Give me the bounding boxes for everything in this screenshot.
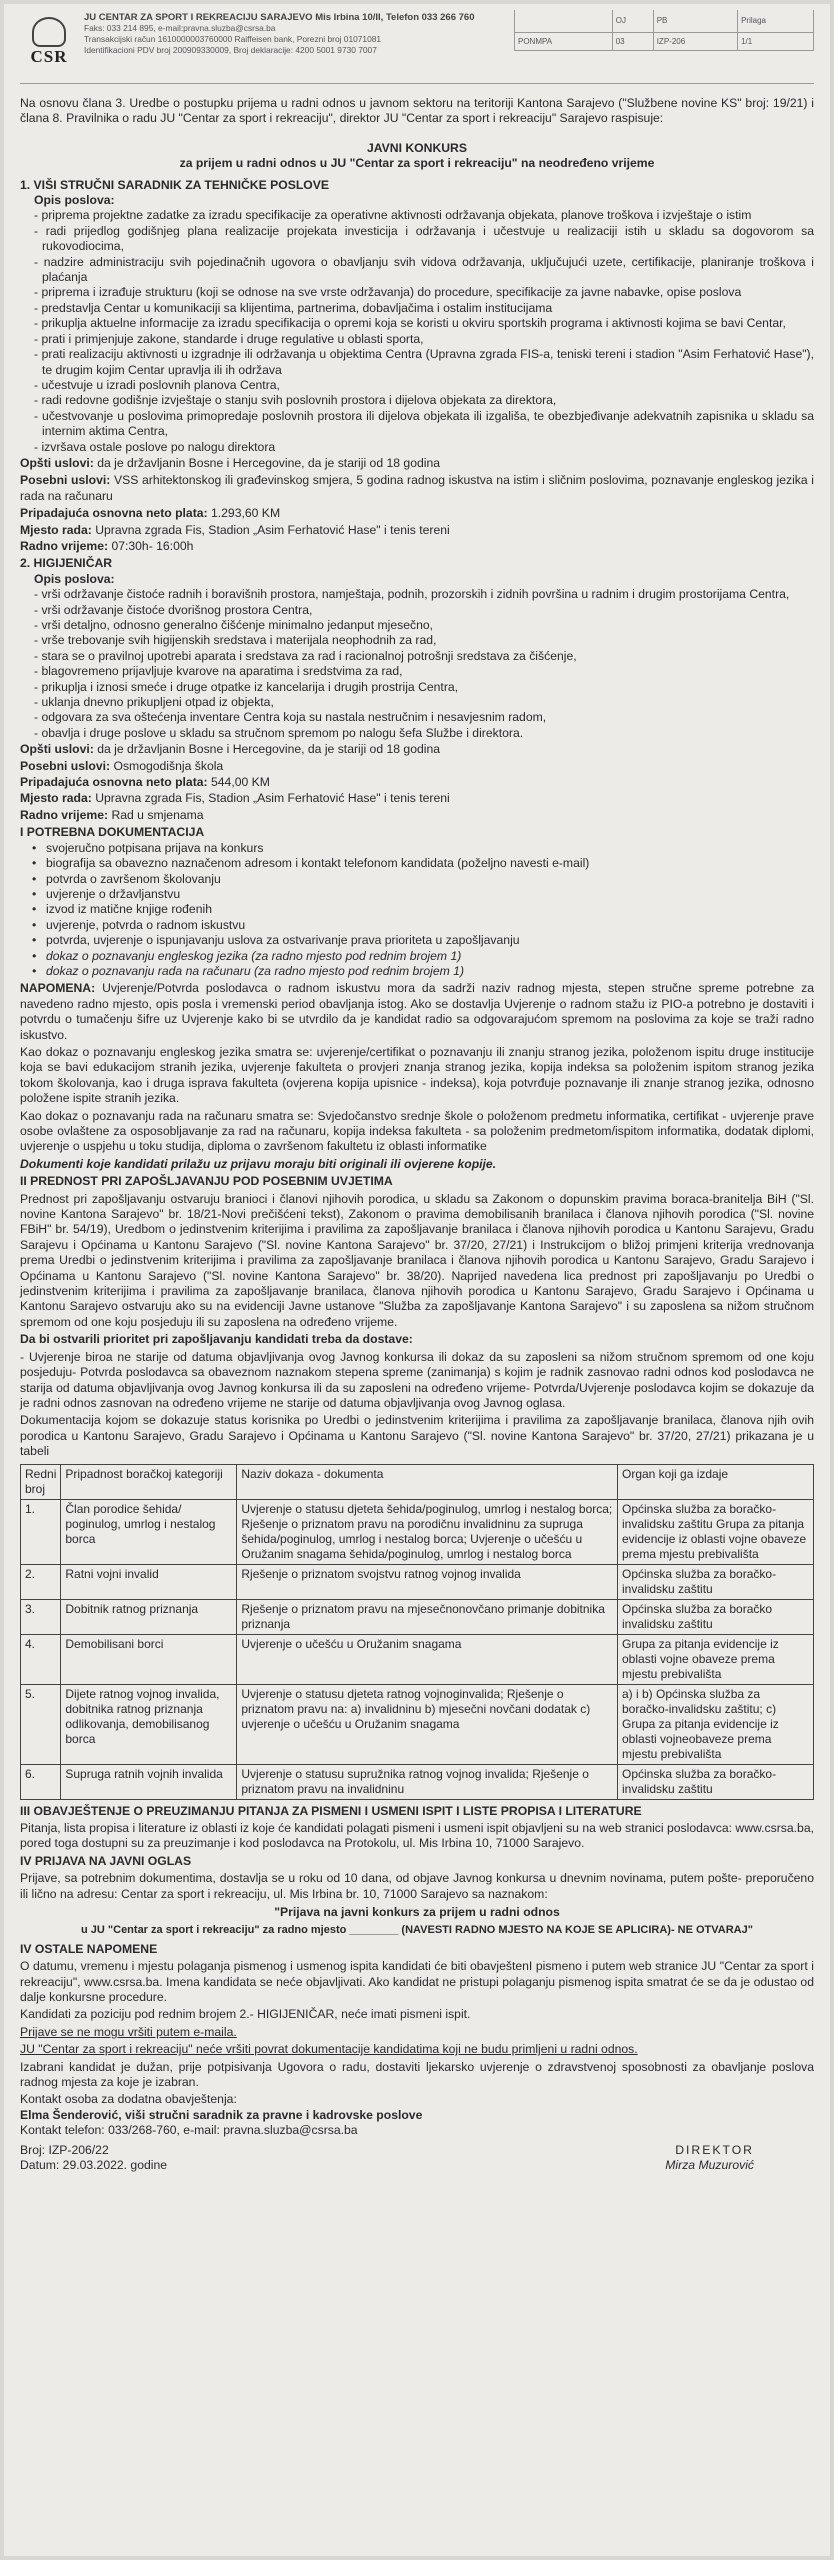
duty-item: - učestvovanje u poslovima primopredaje poslovnih prostora ili dijelova objekata ili izgališa, te obezbjeđivanje adekvatnih zapisnika u skladu sa internim aktima Centra, <box>34 408 814 439</box>
document-title: JAVNI KONKURS <box>367 140 467 155</box>
notes-text: JU "Centar za sport i rekreaciju" neće vršiti povrat dokumentacije kandidatima koji ne budu primljeni u radni odnos. <box>20 2042 638 2057</box>
column-header: Naziv dokaza - dokumenta <box>237 1464 618 1499</box>
duty-item: - prikuplja aktuelne informacije za izradu specifikacija o opremi koja se koristi u okviru sportskih programa i aktivnosti kojima se bavi Centar, <box>34 316 786 331</box>
duty-item: - radi prijedlog godišnjeg plana realizacije projekata investicija i održavanja i učestvuje u realizaciji istih u skladu sa dogovorom sa rukovodiocima, <box>34 223 814 254</box>
duty-item: - priprema i izrađuje strukturu (koji se odnose na sve vrste održavanja) do procedure, specifikacije za javne nabavke, opise poslova <box>34 285 742 300</box>
org-line: JU CENTAR ZA SPORT I REKREACIJU SARAJEVO Mis Irbina 10/II, Telefon 033 266 760 <box>84 12 475 23</box>
table-cell: 6. <box>21 1764 61 1799</box>
registry-cell: PONMPA <box>515 32 613 50</box>
duty-item: - izvršava ostale poslove po nalogu direktora <box>34 439 276 454</box>
field-label: Radno vrijeme: <box>20 538 109 553</box>
signature-block <box>20 2143 814 2174</box>
table-cell: Uvjerenje o statusu supružnika ratnog vojnog invalida; Rješenje o priznatom pravu na invalidninu <box>237 1764 618 1799</box>
table-cell: Ratni vojni invalid <box>61 1564 237 1599</box>
table-cell: 2. <box>21 1564 61 1599</box>
notes-text: Kandidati za poziciju pod rednim brojem 2.- HIGIJENIČAR, neće imati pismeni ispit. <box>20 2007 471 2022</box>
organization-info <box>78 10 514 58</box>
duty-item: - vrši održavanje čistoće radnih i boravišnih prostora, namještaja, podnih, prozorskih i zidnih površina u radnim i drugim prostorijama Centra, <box>34 587 790 602</box>
table-cell: Dobitnik ratnog priznanja <box>61 1599 237 1634</box>
registry-box <box>514 10 814 51</box>
document-item: • dokaz o poznavanju engleskog jezika (za radno mjesto pod rednim brojem 1) <box>20 949 814 964</box>
registry-cell: IZP-206 <box>653 32 737 50</box>
registry-cell: OJ <box>612 10 653 32</box>
table-row <box>21 1564 814 1599</box>
table-cell: a) i b) Općinska služba za boračko-invalidsku zaštitu; c) Grupa za pitanja evidencije iz oblasti vojneobaveze prema mjestu prebivališta <box>618 1684 814 1764</box>
column-header: Pripadnost boračkoj kategoriji <box>61 1464 237 1499</box>
duties-label: Opis poslova: <box>34 193 115 208</box>
contact-label: Kontakt osoba za dodatna obavještenja: <box>20 2092 237 2107</box>
notes-text: Izabrani kandidat je dužan, prije potpisivanja Ugovora o radu, dostaviti ljekarsko uvjerenje o zdravstvenoj sposobnosti za obavljanje poslova radnog mjesta za koje je izabran. <box>20 2059 814 2090</box>
table-cell: Uvjerenje o statusu djeteta šehida/poginulog, umrlog i nestalog borca; Rješenje o priznatom pravu na porodičnu invalidninu za supruga šehida/poginulog, umrlog i nestalog borca; Uvjerenje o učešću u Oružanim snagama šehida/poginulog, umrlog i nestalog borca <box>237 1499 618 1564</box>
application-text: Prijave, sa potrebnim dokumentima, dostavlja se u roku od 10 dana, od objave Javnog konkursa u dnevnim novinama, putem pošte- preporučeno ili lično na adresu: Centar za sport i rekreaciju, ul. Mis Irbina br. 10, 71000 Sarajevo sa naznakom: <box>20 1871 814 1901</box>
table-cell: Supruga ratnih vojnih invalida <box>61 1764 237 1799</box>
section-heading: II PREDNOST PRI ZAPOŠLJAVANJU POD POSEBNIM UVJETIMA <box>20 1174 393 1189</box>
duty-item: - prati realizaciju aktivnosti u izgradnje ili održavanja u objektima Centra (Upravna zgrada FIS-a, teniski tereni i stadion "Asim Ferhatović Hase"), te drugim kojim Centar upravlja ili ih održava <box>34 347 814 377</box>
field-value: 1.293,60 KM <box>210 506 281 521</box>
duty-item: - vrši detaljno, odnosno generalno čišćenje minimalno jedanput mjesečno, <box>34 618 434 632</box>
document-subtitle: za prijem u radni odnos u JU "Centar za sport i rekreaciju" na neodređeno vrijeme <box>179 156 655 171</box>
envelope-line: u JU "Centar za sport i rekreaciju" za radno mjesto ________ (NAVESTI RADNO MJESTO NA KOJE SE APLICIRA)- NE OTVARAJ" <box>81 1924 753 1937</box>
logo <box>20 10 78 72</box>
field-label: Pripadajuća osnovna neto plata: <box>20 506 208 521</box>
application-section <box>20 1854 814 1939</box>
table-cell: Rješenje o priznatom svojstvu ratnog vojnog invalida <box>237 1564 618 1599</box>
priority-section <box>20 1174 814 1799</box>
table-cell: 1. <box>21 1499 61 1564</box>
field-value: Upravna zgrada Fis, Stadion „Asim Ferhatović Hase" i tenis tereni <box>95 522 450 537</box>
notes-text: Prijave se ne mogu vršiti putem e-maila. <box>20 2024 237 2039</box>
duty-item: - učestvuje u izradi poslovnih planova Centra, <box>34 377 280 392</box>
table-cell: 3. <box>21 1599 61 1634</box>
position-heading: 1. VIŠI STRUČNI SARADNIK ZA TEHNIČKE POSLOVE <box>20 177 330 192</box>
table-cell: 4. <box>21 1634 61 1684</box>
priority-paragraph: Prednost pri zapošljavanju ostvaruju branioci i članovi njihovih porodica, u skladu sa Zakonom o dopunskim pravima boraca-branitelja BiH ("Sl. novine Kantona Sarajevo" br. 18/21-Novi prečišćeni tekst), Zakonom o pravima demobilisanih branilaca i članova njihovih porodica ("Sl. novine FBiH" br. 54/19), Uredbom o jedinstvenim kriterijima i pravilima za zapošljavanje branilaca i članova njihovih porodica u Kantonu Sarajevu, Gradu Sarajevu i Općinama u Kantonu Sarajevo ("Sl. novine Kantona Sarajevo" br. 37/20, 27/21) i Instrukcijom o bližoj primjeni kriterija vrednovanja prema Uredbi o jedinstvenim kriterijima i pravilima za zapošljavanje branilaca i članova njihovih porodica u Kantonu Sarajevo, Gradu Sarajevo i Općinama u Kantonu Sarajevo ("Sl. novine Kantona Sarajevo" br. 38/20). Naprijed navedena lica prednost pri zapošljavanju po Uredbi o jedinstvenim kriterijima i pravilima za zapošljavanje branilaca, članova njihovih porodica u Kantonu Sarajevo, Gradu Sarajevo i Općinama u Kantonu Sarajevo ostvaruju ako su na evidenciji Javne ustanove "Služba za zapošljavanje Kantona Sarajevo" i su zaposlena sa nižom stručnom spremom od one koju posjeduju ili su zaposlena na određeno vrijeme. <box>20 1191 814 1329</box>
priority-lead: Da bi ostvarili prioritet pri zapošljavanju kandidati treba da dostave: <box>20 1332 413 1347</box>
duty-item: - odgovara za sva oštećenja inventare Centra koja su nastala nestručnim i nesavjesnim radom, <box>34 710 547 725</box>
logo-emblem-icon <box>32 17 66 47</box>
duty-item: - predstavlja Centar u komunikaciji sa klijentima, partnerima, dobavljačima i ostalim institucijama <box>34 300 553 315</box>
priority-paragraph: Dokumentacija kojom se dokazuje status korisnika po Uredbi o jedinstvenim kriterijima i pravilima za zapošljavanje branilaca, članova njih ovih porodica u Kantonu Sarajevo, Gradu Sarajevo i Općinama u Kantonu Sarajevo ("Sl. novine Kantona Sarajevo" br. 37/20, 27/21) prikazana je u tabeli <box>20 1413 814 1459</box>
document-item: • uvjerenje o državljanstvu <box>20 887 814 902</box>
document-item: • izvod iz matične knjige rođenih <box>20 902 814 917</box>
table-cell: 5. <box>21 1684 61 1764</box>
field-label: Pripadajuća osnovna neto plata: <box>20 775 208 790</box>
position-2 <box>20 556 814 823</box>
special-conditions <box>20 759 814 774</box>
contact-phone: Kontakt telefon: 033/268-760, e-mail: pravna.sluzba@csrsa.ba <box>20 2123 358 2138</box>
director-name: Mirza Muzurović <box>665 2158 754 2173</box>
working-hours <box>20 539 814 554</box>
field-label: Posebni uslovi: <box>20 758 111 773</box>
field-label: Opšti uslovi: <box>20 455 94 470</box>
note-text: Uvjerenje/Potvrda poslodavca o radnom iskustvu mora da sadrži naziv radnog mjesta, stepen stručne spreme potrebne za navedeno radno mjesto, opis posla i vremenski period obavljanja istog. Ako se dostavlja Uvjerenje o radnom stažu iz PIO-a potrebno je dostaviti i potvrdu o tumačenju šifre uz Uvjerenje kako bi se utvrdilo da je kandidat radio sa odgovarajućom spremom na poslovima za koje se traži radno iskustvo. <box>20 981 814 1042</box>
table-row <box>21 1634 814 1684</box>
note-paragraph: Kao dokaz o poznavanju rada na računaru smatra se: Svjedočanstvo srednje škole o položenom predmetu informatika, certifikat - uvjerenje prave osobe ovlaštene za osposobljavanje za rad na računaru, kopija indeksa fakulteta - sa položenim predmetom/ispitom informatika, dodatak diplomi, uvjerenje o uspjehu u toku studija, diploma o završenom fakultetu iz oblasti informatike <box>20 1108 814 1154</box>
field-value: 07:30h- 16:00h <box>111 538 194 553</box>
document-item: • svojeručno potpisana prijava na konkurs <box>20 841 814 856</box>
column-header: Redni broj <box>21 1464 61 1499</box>
table-header-row <box>21 1464 814 1499</box>
document-item: • dokaz o poznavanju rada na računaru (za radno mjesto pod rednim brojem 1) <box>20 964 814 979</box>
table-cell: Općinska služba za boračko-invalidsku zaštitu Grupa za pitanja evidencije iz oblasti vojne obaveze prema mjestu prebivališta <box>618 1499 814 1564</box>
table-row <box>21 1499 814 1564</box>
beneficiary-table <box>20 1464 814 1800</box>
field-value: da je državljanin Bosne i Hercegovine, da je stariji od 18 godina <box>97 742 441 757</box>
section-heading: IV OSTALE NAPOMENE <box>20 1941 158 1956</box>
envelope-line: "Prijava na javni konkurs za prijem u radni odnos <box>274 1904 560 1919</box>
field-value: Osmogodišnja škola <box>113 758 224 773</box>
exam-notice-section <box>20 1804 814 1852</box>
workplace <box>20 791 814 806</box>
table-cell: Uvjerenje o statusu djeteta ratnog vojnoginvalida; Rješenje o priznatom pravu na: a) invalidninu b) mjesečni novčani dodatak c) uvjerenje o učešću u Oružanim snagama <box>237 1684 618 1764</box>
duty-item: - priprema projektne zadatke za izradu specifikacije za operativne aktivnosti održavanja objekata, planove troškova i izvještaje o istim <box>34 208 752 223</box>
duty-item: - vrši održavanje čistoće dvorišnog prostora Centra, <box>34 602 313 617</box>
notes-text: O datumu, vremenu i mjestu polaganja pismenog i usmenog ispita kandidati će biti obavještenI pismeno i putem web stranice JU "Centar za sport i rekreaciju", www.csrsa.ba. Imena kandidata se neće objavljivati. Ako kandidat ne pristupi polaganju pismenog ispita smatrat će se da je odustao od dalje konkursne procedure. <box>20 1959 814 2004</box>
field-value: VSS arhitektonskog ili građevinskog smjera, 5 godina radnog iskustva na istim i sličnim poslovima, poznavanje engleskog jezika i rada na računaru <box>20 473 814 503</box>
document-item: • potvrda, uvjerenje o ispunjavanju uslova za ostvarivanje prava prioriteta u zapošljavanju <box>20 933 814 948</box>
note-label: NAPOMENA: <box>20 981 96 996</box>
duty-item: - vrše trebovanje svih higijenskih sredstava i materijala neophodnih za rad, <box>34 633 437 648</box>
registry-cell: Prilaga <box>738 10 814 32</box>
general-conditions <box>20 742 814 757</box>
column-header: Organ koji ga izdaje <box>618 1464 814 1499</box>
logo-text: CSR <box>30 47 68 67</box>
working-hours <box>20 808 814 823</box>
table-cell: Općinska služba za boračko-invalidsku zaštitu <box>618 1764 814 1799</box>
table-row <box>21 1764 814 1799</box>
document-item: • uvjerenje, potvrda o radnom iskustvu <box>20 918 814 933</box>
other-notes-section <box>20 1942 814 2174</box>
table-cell: Općinska služba za boračko-invalidsku zaštitu <box>618 1564 814 1599</box>
salary <box>20 775 814 790</box>
org-line: Transakcijski račun 1610000003760000 Raiffeisen bank, Porezni broj 01071081 <box>84 34 382 44</box>
duty-item: - nadzire administraciju svih pojedinačnih ugovora o obavljanju svih vidova održavanja, uključujući uzete, certifikacije, planiranje troškova i plaćanja <box>34 254 814 285</box>
document-page <box>4 4 830 2556</box>
field-label: Radno vrijeme: <box>20 807 109 822</box>
position-1 <box>20 178 814 555</box>
field-label: Mjesto rada: <box>20 791 92 806</box>
duty-item: - prati i primjenjuje zakone, standarde i druge regulative u oblasti sporta, <box>34 331 424 346</box>
intro-paragraph: Na osnovu člana 3. Uredbe o postupku prijema u radni odnos u javnom sektoru na teritoriji Kantona Sarajevo ("Službene novine KS" broj: 19/21) i člana 8. Pravilnika o radu JU "Centar za sport i rekreaciju", direktor JU "Centar za sport i rekreaciju" Sarajevo raspisuje: <box>20 96 814 126</box>
field-label: Posebni uslovi: <box>20 473 111 488</box>
position-heading: 2. HIGIJENIČAR <box>20 556 113 571</box>
originals-note: Dokumenti koje kandidati prilažu uz prijavu moraju biti originali ili ovjerene kopije. <box>20 1156 497 1171</box>
duty-item: - stara se o pravilnoj upotrebi aparata i sredstava za rad i racionalnoj potrošnji sredstava za čišćenje, <box>34 648 577 663</box>
table-cell: Demobilisani borci <box>61 1634 237 1684</box>
table-cell: Grupa za pitanja evidencije iz oblasti vojne obaveze prema mjestu prebivališta <box>618 1634 814 1684</box>
special-conditions <box>20 473 814 504</box>
general-conditions <box>20 456 814 471</box>
duty-item: - obavlja i druge poslove u skladu sa stručnom spremom po nalogu šefa Službe i direktora. <box>34 725 524 740</box>
document-item: • potvrda o završenom školovanju <box>20 872 814 887</box>
duty-item: - radi redovne godišnje izvještaje o stanju svih poslovnih prostora i dijelova objekata za direktora, <box>34 393 557 408</box>
document-reference <box>20 2143 167 2174</box>
document-number: Broj: IZP-206/22 <box>20 2142 109 2157</box>
field-label: Opšti uslovi: <box>20 742 94 757</box>
field-value: 544,00 KM <box>210 775 270 790</box>
field-value: Rad u smjenama <box>111 807 204 822</box>
duty-item: - prikuplja i iznosi smeće i druge otpatke iz kancelarija i drugih prostrija Centra, <box>34 679 459 694</box>
document-date: Datum: 29.03.2022. godine <box>20 2158 168 2173</box>
notice-text: Pitanja, lista propisa i literature iz oblasti iz koje će kandidati polagati pismeni i usmeni ispit objavljeni su na web stranici poslodavca: www.csrsa.ba, pored toga dostupni su za preuzimanje i kod poslodavca na Protokolu, ul. Mis Irbina 10, 71000 Sarajevo. <box>20 1820 814 1851</box>
registry-cell <box>515 10 613 32</box>
registry-cell: 03 <box>612 32 653 50</box>
registry-cell: 1/1 <box>738 32 814 50</box>
contact-name: Elma Šenderović, viši stručni saradnik za pravne i kadrovske poslove <box>20 2107 423 2122</box>
note-paragraph: Kao dokaz o poznavanju engleskog jezika smatra se: uvjerenje/certifikat o poznavanju ili znanju stranog jezika, položenom ispitu druge institucije koja se bavi edukacijom stranih jezika, uvjerenje fakulteta o provjeri znanja stranog jezika, kopija indeksa sa položenim ispitom stranog jezika tokom školovanja, kao i druga isprava fakulteta (ovjerena kopija upisnice - indeksa), koja potvrđuje poznavanje ili znanje stranog jezika, odnosno položene ispite stranih jezika. <box>20 1044 814 1106</box>
workplace <box>20 523 814 538</box>
document-item: • biografija sa obavezno naznačenom adresom i kontakt telefonom kandidata (poželjno navesti e-mail) <box>20 856 814 871</box>
director-signature <box>665 2143 814 2174</box>
section-heading: III OBAVJEŠTENJE O PREUZIMANJU PITANJA ZA PISMENI I USMENI ISPIT I LISTE PROPISA I LITERATURE <box>20 1803 642 1818</box>
note-paragraph <box>20 981 814 1043</box>
org-line: Identifikacioni PDV broj 200909330009, Broj deklaracije: 4200 5001 9730 7007 <box>84 45 377 55</box>
duty-item: - uklanja dnevno prikupljeni otpad iz objekta, <box>34 695 274 710</box>
table-row <box>21 1599 814 1634</box>
section-heading: IV PRIJAVA NA JAVNI OGLAS <box>20 1853 192 1868</box>
priority-paragraph: - Uvjerenje biroa ne starije od datuma objavljivanja ovog Javnog konkursa ili dokaz da su zaposleni sa nižom stručnom spremom od one koju posjeduju- Potvrda poslodavca sa obaveznom naznakom stepena spreme (zanimanja) s kojim je radnik zasnovao radni odnos kod poslodavca ne starija od datuma objavljivanja ovog Javnog konkursa ili da su zaposleni na određeno vrijeme- Potvrda/Uvjerenje poslodavca kojim se dokazuje da je radni odnos zasnovan na određeno vrijeme ne starije od datuma objavljivanja ovog Javnog oglasa. <box>20 1349 814 1410</box>
table-cell: Uvjerenje o učešću u Oružanim snagama <box>237 1634 618 1684</box>
duties-label: Opis poslova: <box>34 571 115 586</box>
section-heading: I POTREBNA DOKUMENTACIJA <box>20 825 205 840</box>
salary <box>20 506 814 521</box>
director-title: DIREKTOR <box>675 2142 754 2157</box>
org-line: Faks: 033 214 895, e-mail:pravna.sluzba@csrsa.ba <box>84 23 276 33</box>
table-cell: Rješenje o priznatom pravu na mjesečnonovčano primanje dobitnika priznanja <box>237 1599 618 1634</box>
registry-cell: PB <box>653 10 737 32</box>
field-value: da je državljanin Bosne i Hercegovine, da je stariji od 18 godina <box>97 455 441 470</box>
field-label: Mjesto rada: <box>20 522 92 537</box>
table-cell: Općinska služba za boračko invalidsku zaštitu <box>618 1599 814 1634</box>
table-cell: Dijete ratnog vojnog invalida, dobitnika ratnog priznanja odlikovanja, demobilisanog borca <box>61 1684 237 1764</box>
table-row <box>21 1684 814 1764</box>
duty-item: - blagovremeno prijavljuje kvarove na aparatima i sredstvima za rad, <box>34 664 403 679</box>
field-value: Upravna zgrada Fis, Stadion „Asim Ferhatović Hase" i tenis tereni <box>95 791 450 806</box>
letterhead <box>20 10 814 84</box>
documentation-section <box>20 825 814 1172</box>
table-cell: Član porodice šehida/ poginulog, umrlog i nestalog borca <box>61 1499 237 1564</box>
